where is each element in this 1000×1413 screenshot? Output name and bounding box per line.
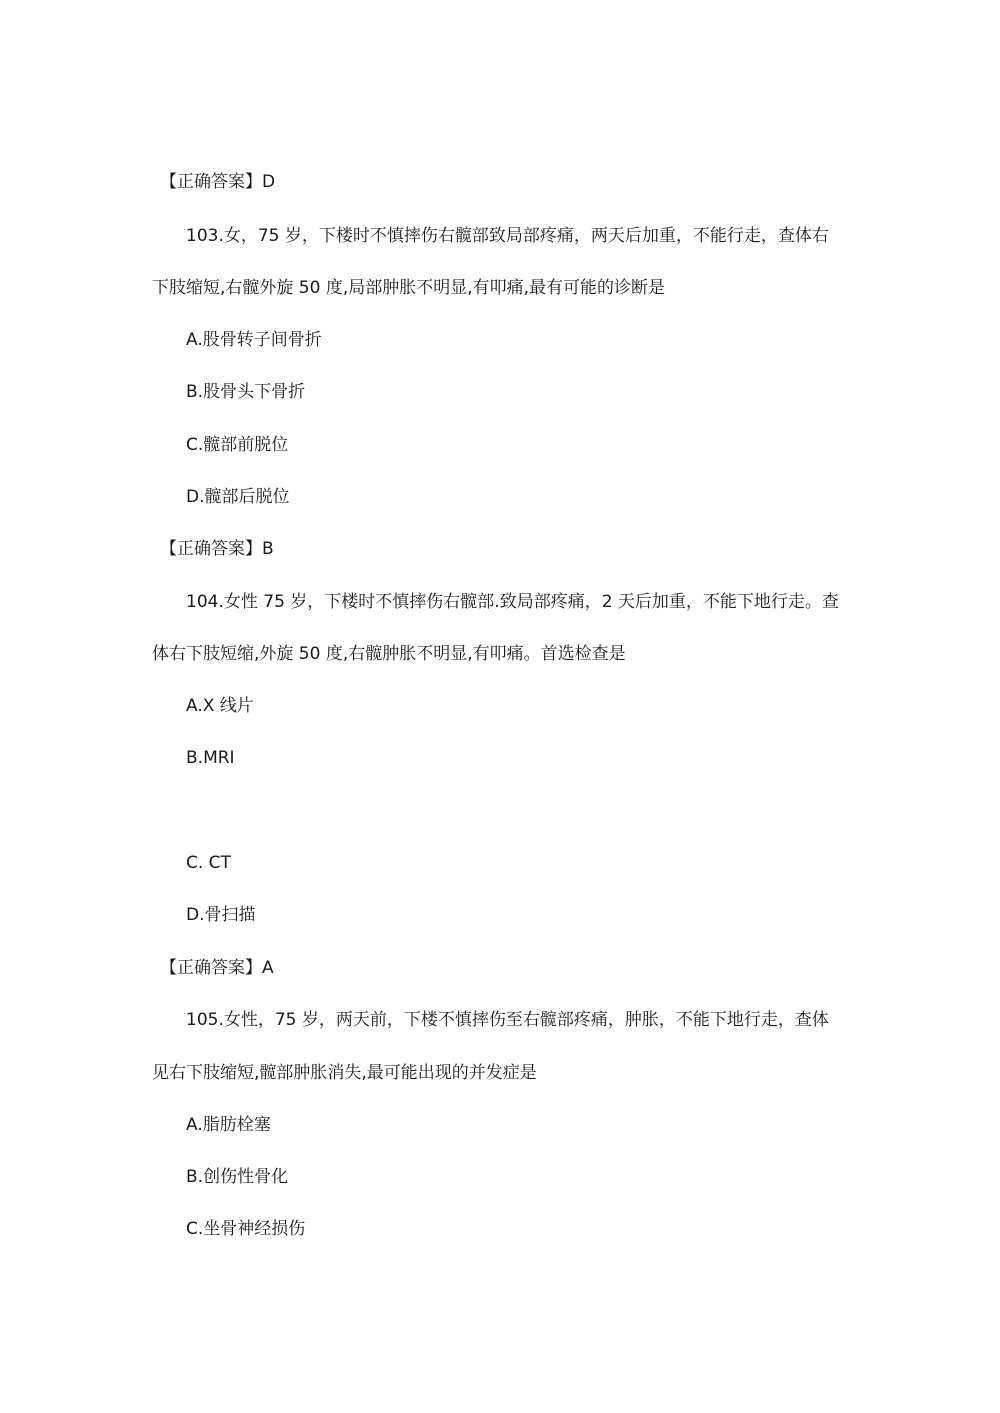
question-104-option-a: A.X 线片 [186,696,254,716]
question-103-line-2: 下肢缩短,右髋外旋 50 度,局部肿胀不明显,有叩痛,最有可能的诊断是 [152,278,666,298]
answer-104: 【正确答案】A [160,958,274,978]
question-103-option-b: B.股骨头下骨折 [186,382,306,402]
question-105-line-2: 见右下肢缩短,髋部肿胀消失,最可能出现的并发症是 [152,1063,537,1083]
question-105-option-a: A.脂肪栓塞 [186,1115,271,1135]
answer-102: 【正确答案】D [160,172,276,192]
question-105-line-1: 105.女性，75 岁，两天前，下楼不慎摔伤至右髋部疼痛，肿胀，不能下地行走，查体 [186,1010,829,1030]
answer-103: 【正确答案】B [160,539,274,559]
question-104-option-d: D.骨扫描 [186,905,256,925]
question-104-option-b: B.MRI [186,748,235,768]
question-103-option-d: D.髋部后脱位 [186,487,290,507]
question-103-option-a: A.股骨转子间骨折 [186,330,322,350]
question-103-option-c: C.髋部前脱位 [186,435,289,455]
question-103-line-1: 103.女，75 岁，下楼时不慎摔伤右髋部致局部疼痛，两天后加重，不能行走，查体右 [186,226,829,246]
question-104-line-2: 体右下肢短缩,外旋 50 度,右髋肿胀不明显,有叩痛。首选检查是 [152,644,626,664]
question-105-option-c: C.坐骨神经损伤 [186,1219,306,1239]
question-104-line-1: 104.女性 75 岁，下楼时不慎摔伤右髋部.致局部疼痛，2 天后加重，不能下地行走。查 [186,592,839,612]
question-104-option-c: C. CT [186,853,231,873]
question-105-option-b: B.创伤性骨化 [186,1167,289,1187]
